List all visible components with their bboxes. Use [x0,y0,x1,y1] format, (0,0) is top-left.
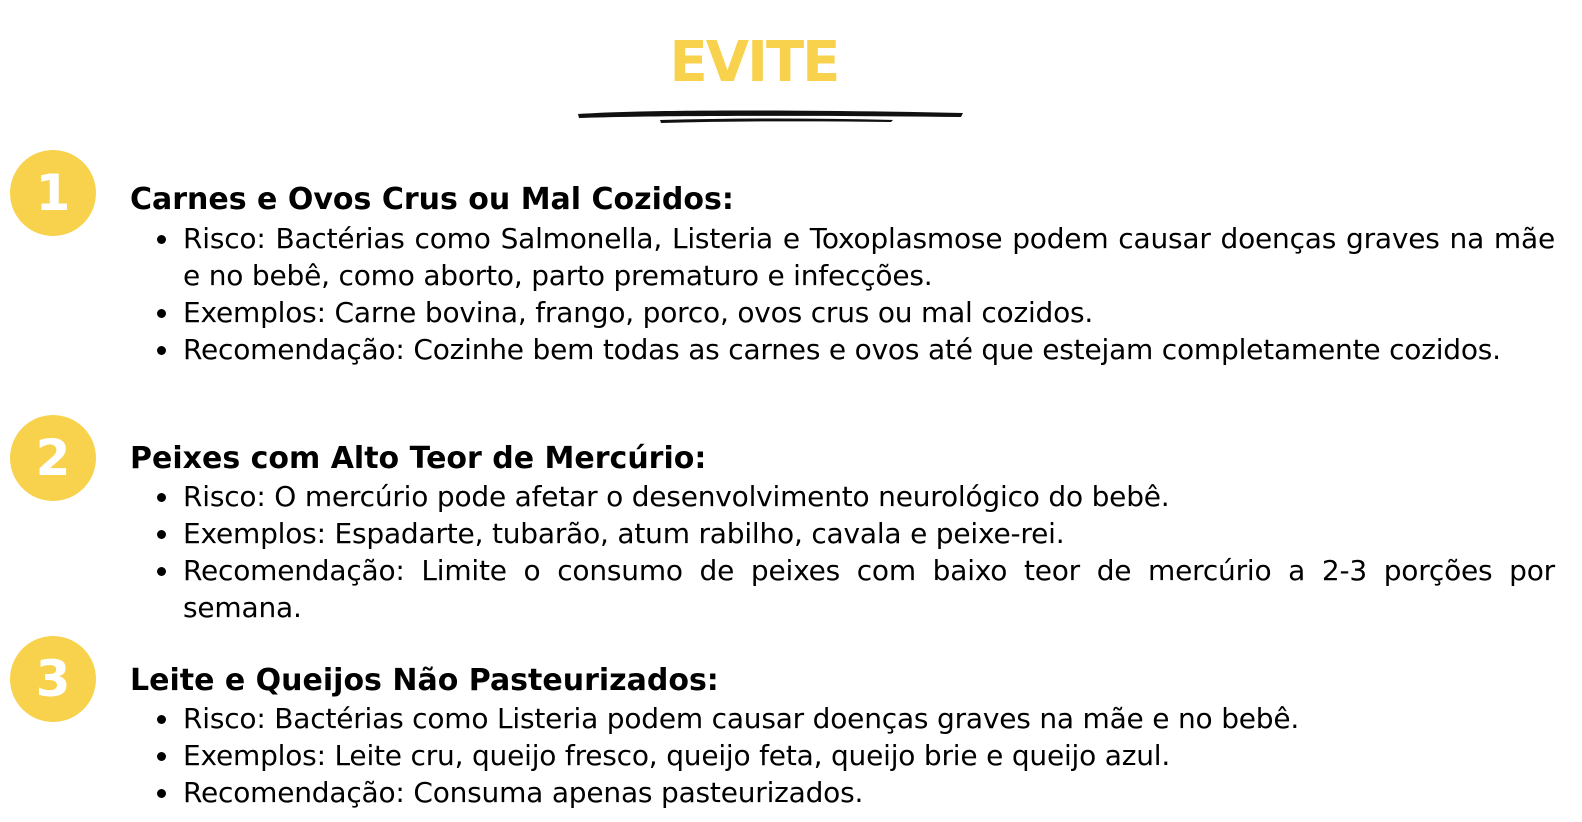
bullet-list [183,220,1555,368]
list-item: Exemplos: Espadarte, tubarão, atum rabilho, cavala e peixe-rei. [183,515,1555,552]
section-heading: Carnes e Ovos Crus ou Mal Cozidos: [130,182,734,217]
section-heading: Peixes com Alto Teor de Mercúrio: [130,441,707,476]
section-heading: Leite e Queijos Não Pasteurizados: [130,663,719,698]
bullet-list [183,700,1555,811]
page-title: EVITE [669,30,839,95]
number-badge: 3 [10,636,96,722]
title-underline [575,104,967,126]
list-item: Recomendação: Consuma apenas pasteurizados. [183,774,1555,811]
bullet-list [183,478,1555,626]
list-item: Recomendação: Limite o consumo de peixes com baixo teor de mercúrio a 2-3 porções por semana. [183,554,1555,624]
list-item: Risco: Bactérias como Listeria podem causar doenças graves na mãe e no bebê. [183,700,1555,737]
list-item: Risco: O mercúrio pode afetar o desenvolvimento neurológico do bebê. [183,478,1555,515]
number-badge: 1 [10,150,96,236]
list-item: Recomendação: Cozinhe bem todas as carnes e ovos até que estejam completamente cozidos. [183,331,1555,368]
number-badge: 2 [10,415,96,501]
list-item: Exemplos: Carne bovina, frango, porco, ovos crus ou mal cozidos. [183,294,1555,331]
list-item: Risco: Bactérias como Salmonella, Listeria e Toxoplasmose podem causar doenças graves na mãe e no bebê, como aborto, parto prematuro e infecções. [183,222,1555,292]
list-item: Exemplos: Leite cru, queijo fresco, queijo feta, queijo brie e queijo azul. [183,737,1555,774]
